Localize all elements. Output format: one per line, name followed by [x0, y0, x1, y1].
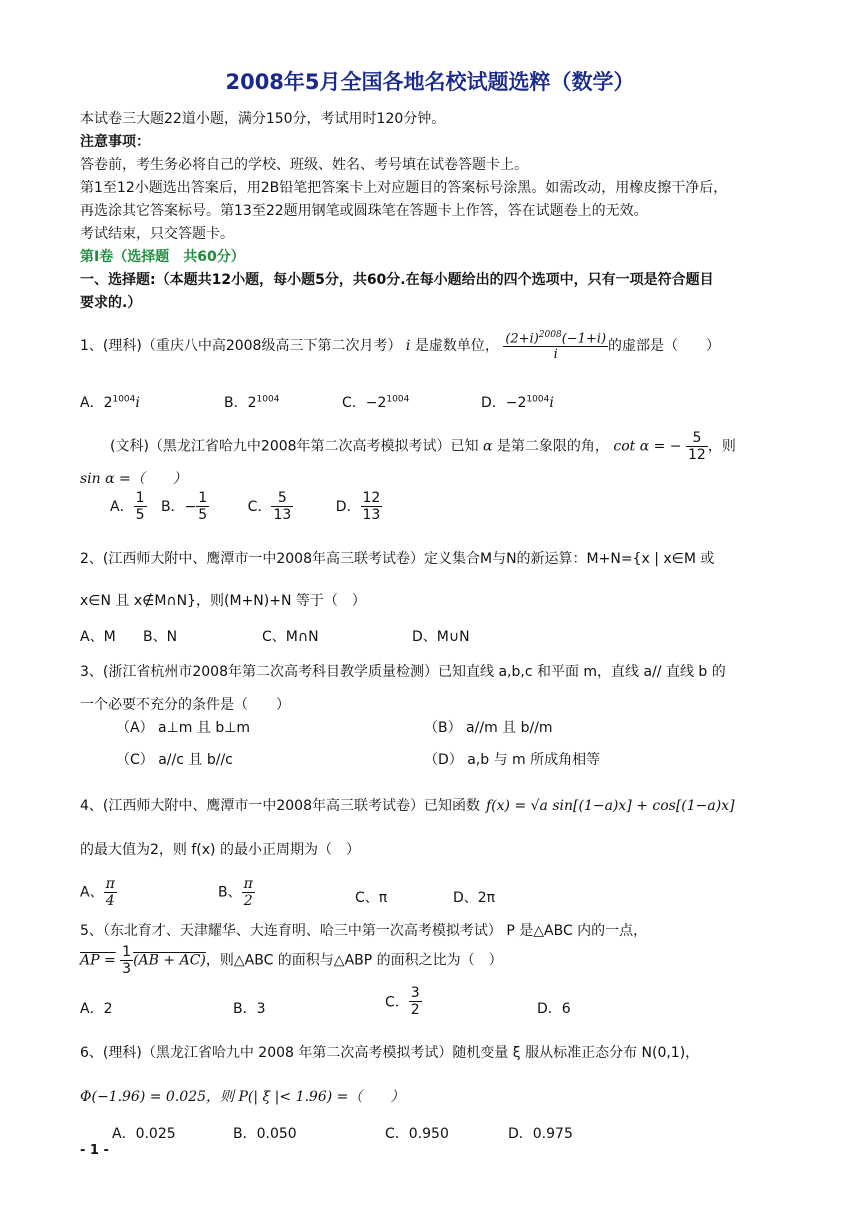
q1-fraction: $\frac{(2+i)^{2008}(-1+i)}{i}$ — [505, 330, 607, 363]
q1-option-a: A．$2^{1004}i$ — [80, 394, 140, 411]
q1w-option-c: C． $\frac{5}{13}$ — [247, 490, 292, 523]
q3-option-d: （D） a,b 与 m 所成角相等 — [424, 752, 601, 768]
q5-option-c: C． $\frac{3}{2}$ — [385, 985, 420, 1018]
q6-line2: Φ(−1.96) = 0.025，则 P(| ξ |< 1.96) =（ ） — [80, 1089, 405, 1105]
page-title: 2008年5月全国各地名校试题选粹（数学） — [225, 70, 635, 94]
q4-line1: 4、(江西师大附中、鹰潭市一中2008年高三联考试卷）已知函数 f(x) = √a sin[(1−a)x] + cos[(1−a)x] — [80, 798, 735, 814]
q3-option-b: （B） a//m 且 b//m — [424, 720, 553, 736]
q1-mid: 是虚数单位， — [414, 338, 499, 355]
q5-line1: 5、（东北育才、天津耀华、大连育明、哈三中第一次高考模拟考试） P 是△ABC 内的一点， — [80, 923, 648, 939]
q2-line2: x∈N 且 x∉M∩N}，则(M+N)+N 等于（ ） — [80, 593, 366, 609]
note-2a: 第1至12小题选出答案后，用2B铅笔把答案卡上对应题目的答案标号涂黑。如需改动，用橡皮擦干净后， — [80, 180, 728, 196]
q1w-line2: sin α =（ ） — [80, 471, 187, 487]
q5-option-d: D．6 — [537, 1001, 571, 1017]
note-3: 考试结束，只交答题卡。 — [80, 226, 234, 242]
q3-line1: 3、(浙江省杭州市2008年第二次高考科目教学质量检测）已知直线 a,b,c 和平面 m，直线 a// 直线 b 的 — [80, 664, 726, 680]
page-number: - 1 - — [80, 1143, 109, 1158]
q4-option-a: A、 $\frac{\pi}{4}$ — [80, 876, 115, 909]
intro-text: 本试卷三大题22道小题，满分150分，考试用时120分钟。 — [80, 111, 446, 127]
q5-option-b: B．3 — [233, 1001, 266, 1017]
q2-option-c: C、M∩N — [262, 629, 319, 645]
q4-line2: 的最大值为2，则 f(x) 的最小正周期为（ ） — [80, 842, 360, 858]
q1-option-b: B．$2^{1004}$ — [224, 394, 280, 411]
q6-option-c: C．0.950 — [385, 1126, 449, 1142]
q5-option-a: A．2 — [80, 1001, 113, 1017]
q3-line2: 一个必要不充分的条件是（ ） — [80, 697, 290, 713]
q6-option-a: A．0.025 — [112, 1126, 176, 1142]
q4-option-b: B、 $\frac{\pi}{2}$ — [218, 876, 253, 909]
q2-option-b: B、N — [143, 629, 178, 645]
q2-option-a: A、M — [80, 629, 116, 645]
q1w-cot-fraction: $\frac{5}{12}$ — [688, 430, 706, 463]
q4-formula: f(x) = √a sin[(1−a)x] + cos[(1−a)x] — [486, 798, 735, 814]
q1-option-c: C．$-2^{1004}$ — [342, 394, 410, 411]
q1w-options — [110, 490, 382, 523]
q1-option-d: D．$-2^{1004}i$ — [481, 394, 554, 411]
q2-option-d: D、M∪N — [412, 629, 470, 645]
q1w-option-b: B．− $\frac{1}{5}$ — [160, 490, 208, 523]
q6-option-b: B．0.050 — [233, 1126, 297, 1142]
q1w-option-d: D． $\frac{12}{13}$ — [335, 490, 381, 523]
q3-option-c: （C） a//c 且 b//c — [116, 752, 233, 768]
part1-heading: 第Ⅰ卷（选择题 共60分） — [80, 249, 245, 265]
q4-option-d: D、2π — [453, 890, 496, 906]
q1-stem: 1、(理科)（重庆八中高2008级高三下第二次月考） i 是虚数单位， $\frac{(2+i)^{2008}(-1+i)}{i}$ 的虚部是（ ） — [80, 330, 721, 363]
q1w-option-a: A． $\frac{1}{5}$ — [110, 490, 145, 523]
q1-post: 的虚部是（ ） — [608, 338, 721, 355]
q2-line1: 2、(江西师大附中、鹰潭市一中2008年高三联考试卷）定义集合M与N的新运算：M+N={x | x∈M 或 — [80, 551, 715, 567]
section1-line1: 一、选择题:（本题共12小题，每小题5分，共60分.在每小题给出的四个选项中，只有一项是符合题目 — [80, 272, 714, 288]
q1-pre: 1、(理科)（重庆八中高2008级高三下第二次月考） — [80, 338, 402, 355]
section1-line2: 要求的.） — [80, 295, 142, 311]
note-1: 答卷前，考生务必将自己的学校、班级、姓名、考号填在试卷答题卡上。 — [80, 157, 528, 173]
notes-heading: 注意事项： — [80, 134, 150, 150]
q4-option-c: C、π — [355, 890, 388, 906]
q6-option-d: D．0.975 — [508, 1126, 573, 1142]
q1w-stem: (文科)（黑龙江省哈九中2008年第二次高考模拟考试）已知 α 是第二象限的角， cot α = − $\frac{5}{12}$ ，则 — [110, 430, 736, 463]
q3-option-a: （A） a⊥m 且 b⊥m — [116, 720, 251, 736]
q6-line1: 6、(理科)（黑龙江省哈九中 2008 年第二次高考模拟考试）随机变量 ξ 服从标准正态分布 N(0,1)， — [80, 1045, 700, 1061]
q5-line2: AP = $\frac{1}{3}$ (AB + AC)，则△ABC 的面积与△ABP 的面积之比为（ ） — [80, 944, 503, 977]
note-2b: 再选涂其它答案标号。第13至22题用钢笔或圆珠笔在答题卡上作答，答在试题卷上的无效。 — [80, 203, 648, 219]
